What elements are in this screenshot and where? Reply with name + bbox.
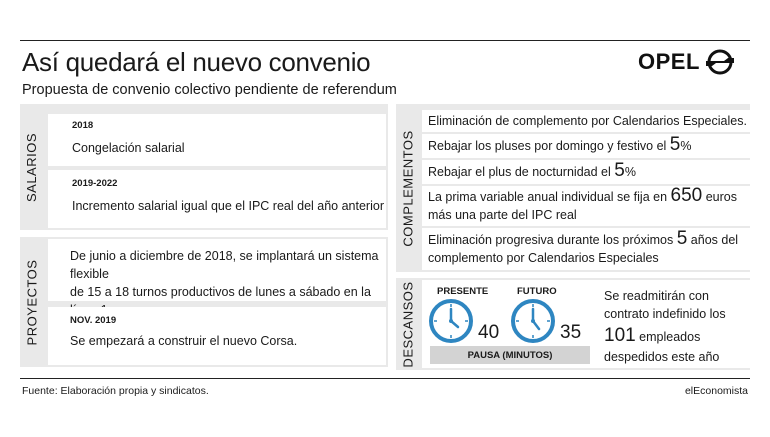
readmit-number: 101: [604, 325, 636, 346]
page-title: Así quedará el nuevo convenio: [22, 47, 371, 77]
top-rule: [20, 40, 750, 41]
opel-lightning-icon: [706, 48, 734, 76]
salarios-text: Congelación salarial: [72, 141, 185, 155]
salarios-heading: 2019-2022: [72, 178, 118, 189]
source-note: Fuente: Elaboración propia y sindicatos.: [22, 385, 209, 397]
complementos-label: COMPLEMENTOS: [400, 129, 416, 247]
brand-credit: elEconomista: [684, 385, 748, 397]
salarios-card-2019: [48, 170, 386, 228]
complementos-item: Eliminación progresiva durante los próximos 5 años del complemento por Calendarios Especiales: [422, 228, 750, 270]
proyectos-panel: [20, 237, 388, 367]
complementos-item: Eliminación de complemento por Calendarios Especiales.: [422, 110, 750, 132]
complementos-item: Rebajar el plus de nocturnidad el 5%: [422, 160, 750, 184]
salarios-label: SALARIOS: [24, 132, 40, 202]
complementos-item: La prima variable anual individual se fija en 650 euros más una parte del IPC real: [422, 186, 750, 226]
proyectos-tab: [20, 237, 44, 367]
descansos-label: DESCANSOS: [400, 280, 416, 368]
salarios-panel: [20, 104, 388, 230]
page-subtitle: Propuesta de convenio colectivo pendiente de referendum: [22, 82, 397, 98]
salarios-card-2018: [48, 114, 386, 166]
proyectos-text: De junio a diciembre de 2018, se implantará un sistema flexible: [70, 249, 379, 281]
clock-icon: [428, 298, 474, 344]
opel-logo: [638, 47, 734, 77]
pausa-bar: PAUSA (MINUTOS): [430, 346, 590, 364]
presente-value: 40: [478, 322, 500, 343]
clock-icon: [510, 298, 556, 344]
futuro-label: FUTURO: [517, 286, 557, 297]
futuro-value: 35: [560, 322, 582, 343]
salarios-text: Incremento salarial igual que el IPC real del año anterior: [72, 199, 384, 213]
complementos-tab: [396, 104, 420, 272]
proyectos-heading: NOV. 2019: [70, 315, 117, 326]
complementos-panel: [396, 104, 750, 272]
salarios-heading: 2018: [72, 120, 94, 131]
proyectos-text: de 15 a 18 turnos productivos de lunes a sábado en la: [70, 285, 371, 299]
proyectos-label: PROYECTOS: [24, 259, 40, 345]
descansos-tab: [396, 278, 420, 370]
complementos-item: Rebajar los pluses por domingo y festivo el 5%: [422, 134, 750, 158]
salarios-tab: [20, 104, 44, 230]
presente-label: PRESENTE: [437, 286, 489, 297]
logo-text: OPEL: [638, 49, 700, 74]
proyectos-text: Se empezará a construir el nuevo Corsa.: [70, 334, 298, 348]
proyectos-card-corsa: [48, 307, 386, 365]
bottom-rule: [20, 378, 750, 379]
proyectos-card-turnos: [48, 239, 386, 301]
readmit-text: Se readmitirán con contrato indefinido los 101 empleados despedidos este año: [604, 289, 726, 364]
